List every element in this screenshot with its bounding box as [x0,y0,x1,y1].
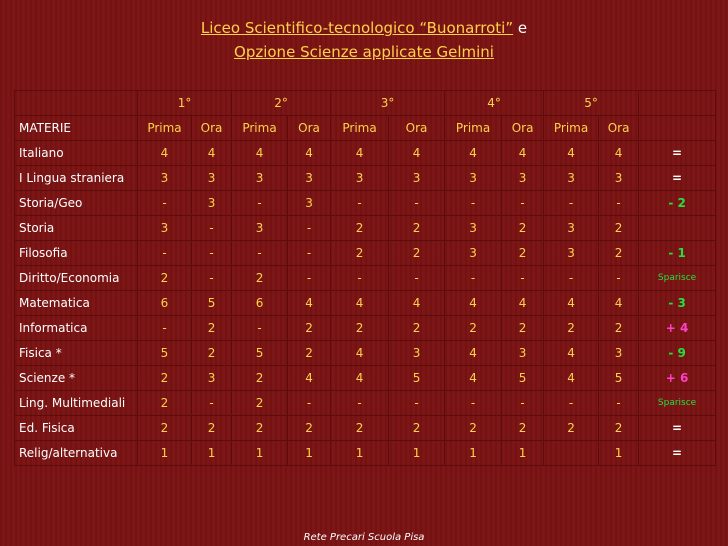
year-header-row [15,91,716,116]
hours-cell: - [389,191,445,216]
hours-cell: 4 [544,291,599,316]
hours-cell: 2 [331,241,389,266]
hours-cell: 1 [445,441,502,466]
hours-cell: 1 [599,441,639,466]
year-header: 5° [544,91,639,116]
hours-cell: - [445,191,502,216]
table-row [15,391,716,416]
table-row [15,241,716,266]
hours-cell: 2 [192,341,232,366]
title-connector: e [517,19,528,37]
hours-cell: - [502,191,544,216]
subjects-header: MATERIE [15,116,138,141]
hours-cell: 2 [445,316,502,341]
table-row [15,266,716,291]
column-header: Prima [544,116,599,141]
hours-cell: - [232,241,288,266]
table-row [15,216,716,241]
hours-cell: 2 [288,341,331,366]
hours-cell: 4 [445,366,502,391]
delta-cell: Sparisce [639,391,716,416]
column-header: Ora [288,116,331,141]
hours-cell: 1 [502,441,544,466]
hours-cell: 2 [288,416,331,441]
hours-cell: 4 [502,141,544,166]
hours-cell: 2 [232,266,288,291]
hours-cell: 3 [445,166,502,191]
column-header: Prima [331,116,389,141]
hours-cell: 6 [232,291,288,316]
hours-cell: 3 [544,241,599,266]
table-row [15,141,716,166]
hours-cell: 5 [599,366,639,391]
hours-cell: - [599,391,639,416]
hours-cell: 4 [544,366,599,391]
delta-cell: - 1 [639,241,716,266]
hours-cell: 2 [232,366,288,391]
hours-cell: 2 [502,216,544,241]
hours-cell: 3 [389,341,445,366]
hours-cell: 3 [138,216,192,241]
hours-cell: 4 [502,291,544,316]
hours-cell: 4 [138,141,192,166]
column-header: Ora [599,116,639,141]
hours-cell: - [138,316,192,341]
hours-cell: 4 [445,291,502,316]
hours-cell: 4 [445,341,502,366]
subject-name: Relig/alternativa [15,441,138,466]
hours-cell: - [544,391,599,416]
hours-cell: 4 [389,291,445,316]
hours-cell: - [445,266,502,291]
table-row [15,316,716,341]
hours-cell: 3 [288,191,331,216]
delta-cell: = [639,166,716,191]
hours-cell: 2 [389,216,445,241]
hours-cell: 4 [288,366,331,391]
hours-cell: 4 [331,341,389,366]
subject-name: Italiano [15,141,138,166]
hours-cell: - [445,391,502,416]
hours-cell: 3 [232,216,288,241]
subject-name: Filosofia [15,241,138,266]
hours-cell: 5 [232,341,288,366]
hours-cell: 4 [544,341,599,366]
subject-name: Ed. Fisica [15,416,138,441]
hours-cell: 3 [192,166,232,191]
hours-cell: 3 [502,341,544,366]
hours-cell: 4 [331,366,389,391]
hours-cell: 4 [389,141,445,166]
title-link-school[interactable]: Liceo Scientifico-tecnologico “Buonarroti” [200,19,514,37]
hours-cell: 1 [389,441,445,466]
hours-cell: - [192,391,232,416]
hours-cell: - [232,316,288,341]
hours-cell: 3 [599,166,639,191]
year-header: 3° [331,91,445,116]
delta-cell: - 2 [639,191,716,216]
hours-cell: 1 [138,441,192,466]
subject-name: Matematica [15,291,138,316]
hours-cell: 3 [445,216,502,241]
hours-cell: 2 [192,416,232,441]
hours-cell: 2 [331,416,389,441]
column-header: Prima [138,116,192,141]
hours-cell: - [288,391,331,416]
hours-cell: 2 [331,316,389,341]
subject-name: Fisica * [15,341,138,366]
hours-cell: - [192,266,232,291]
hours-cell: 3 [544,216,599,241]
subject-name: Storia/Geo [15,191,138,216]
hours-cell: 5 [192,291,232,316]
hours-cell: - [599,266,639,291]
hours-cell: 6 [138,291,192,316]
hours-cell: - [288,216,331,241]
year-header: 2° [232,91,331,116]
hours-cell: - [331,391,389,416]
table-row [15,416,716,441]
hours-cell: 2 [232,416,288,441]
hours-cell: 2 [502,416,544,441]
hours-cell [544,441,599,466]
hours-cell: 2 [544,416,599,441]
hours-cell: - [544,266,599,291]
hours-cell: 2 [389,241,445,266]
hours-cell: 4 [599,291,639,316]
hours-cell: 2 [502,316,544,341]
hours-cell: 4 [331,291,389,316]
hours-cell: 3 [288,166,331,191]
header-empty-cell [639,116,716,141]
delta-cell: Sparisce [639,266,716,291]
hours-cell: 4 [232,141,288,166]
hours-cell: - [288,266,331,291]
hours-cell: 4 [599,141,639,166]
hours-cell: 2 [544,316,599,341]
hours-cell: 1 [192,441,232,466]
table-row [15,166,716,191]
hours-cell: 3 [331,166,389,191]
subject-name: Ling. Multimediali [15,391,138,416]
column-header: Ora [502,116,544,141]
hours-cell: 2 [445,416,502,441]
hours-cell: - [138,191,192,216]
hours-cell: 2 [599,416,639,441]
hours-cell: - [331,191,389,216]
hours-cell: 3 [389,166,445,191]
hours-cell: - [544,191,599,216]
hours-cell: 2 [599,316,639,341]
header-empty-cell [639,91,716,116]
column-header: Ora [192,116,232,141]
table-row [15,366,716,391]
hours-cell: 2 [389,316,445,341]
subject-name: Storia [15,216,138,241]
year-header: 4° [445,91,544,116]
column-header: Prima [445,116,502,141]
hours-cell: 4 [192,141,232,166]
delta-cell: - 9 [639,341,716,366]
hours-cell: 2 [331,216,389,241]
hours-cell: - [138,241,192,266]
delta-cell: = [639,441,716,466]
delta-cell: = [639,416,716,441]
subject-name: I Lingua straniera [15,166,138,191]
hours-cell: 2 [138,266,192,291]
delta-cell: - 3 [639,291,716,316]
delta-cell: = [639,141,716,166]
hours-cell: 3 [502,166,544,191]
hours-cell: 3 [445,241,502,266]
table-row [15,291,716,316]
column-header: Ora [389,116,445,141]
hours-cell: 4 [288,291,331,316]
hours-cell: 3 [138,166,192,191]
hours-cell: 4 [445,141,502,166]
hours-cell: - [232,191,288,216]
hours-cell: 3 [192,191,232,216]
delta-cell [639,216,716,241]
title-link-option[interactable]: Opzione Scienze applicate Gelmini [234,43,494,61]
table-row [15,441,716,466]
hours-cell: 5 [502,366,544,391]
hours-cell: 3 [232,166,288,191]
hours-cell: 4 [331,141,389,166]
header-empty-cell [15,91,138,116]
hours-cell: 2 [138,416,192,441]
table-row [15,191,716,216]
hours-cell: 2 [389,416,445,441]
hours-cell: - [288,241,331,266]
hours-cell: - [331,266,389,291]
hours-cell: 2 [599,216,639,241]
hours-cell: 3 [192,366,232,391]
hours-cell: 4 [544,141,599,166]
subject-name: Scienze * [15,366,138,391]
subjects-hours-table [14,90,716,466]
hours-cell: - [502,266,544,291]
hours-cell: 5 [389,366,445,391]
hours-cell: 1 [288,441,331,466]
hours-cell: 3 [599,341,639,366]
hours-cell: 2 [232,391,288,416]
year-header: 1° [138,91,232,116]
hours-cell: 2 [288,316,331,341]
hours-cell: - [599,191,639,216]
hours-cell: 2 [502,241,544,266]
footer-credit: Rete Precari Scuola Pisa [303,532,425,543]
hours-cell: - [389,391,445,416]
subject-name: Diritto/Economia [15,266,138,291]
hours-cell: - [502,391,544,416]
table-row [15,341,716,366]
hours-cell: 1 [232,441,288,466]
subject-name: Informatica [15,316,138,341]
hours-cell: 4 [288,141,331,166]
hours-cell: - [389,266,445,291]
hours-cell: 2 [192,316,232,341]
hours-cell: - [192,241,232,266]
hours-cell: 2 [138,391,192,416]
delta-cell: + 6 [639,366,716,391]
hours-cell: 5 [138,341,192,366]
column-header-row [15,116,716,141]
hours-cell: - [192,216,232,241]
hours-cell: 1 [331,441,389,466]
hours-cell: 2 [138,366,192,391]
delta-cell: + 4 [639,316,716,341]
column-header: Prima [232,116,288,141]
hours-cell: 2 [599,241,639,266]
slide-title [0,16,728,64]
hours-cell: 3 [544,166,599,191]
